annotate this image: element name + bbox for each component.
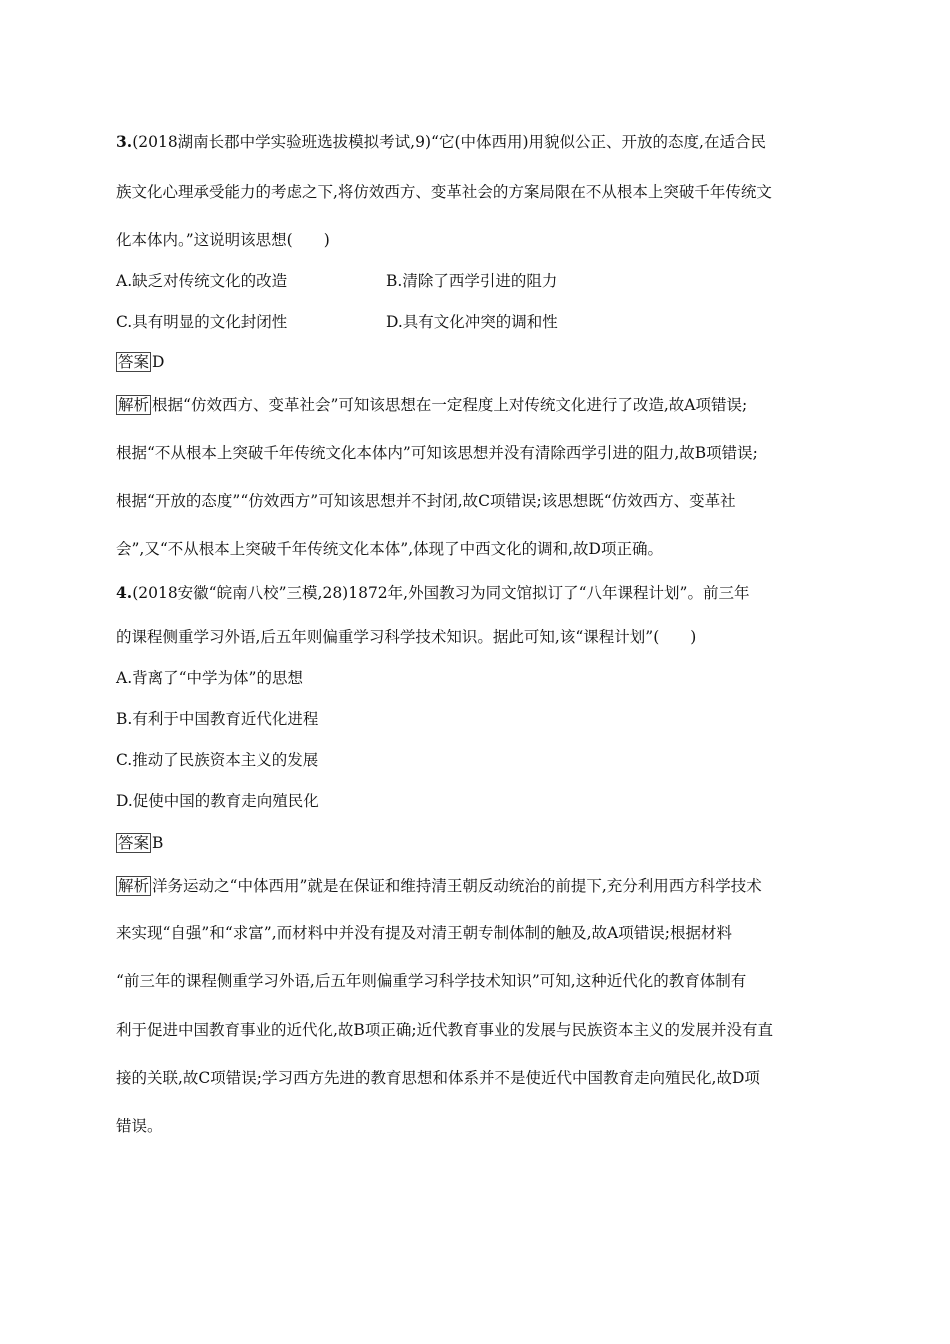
- q3-analysis-line-1: 解析 根据“仿效西方、变革社会”可知该思想在一定程度上对传统文化进行了改造,故A项错误;: [118, 396, 748, 414]
- q3-answer-value: D: [152, 353, 165, 371]
- q4-option-c: C.推动了民族资本主义的发展: [116, 751, 319, 769]
- q4-number: 4.: [116, 583, 133, 602]
- q4-option-a: A.背离了“中学为体”的思想: [116, 669, 303, 687]
- q4-option-b: B.有利于中国教育近代化进程: [116, 710, 319, 728]
- q4-analysis-line-6: 错误。: [116, 1117, 163, 1135]
- q4-analysis-line-3: “前三年的课程侧重学习外语,后五年则偏重学习科学技术知识”可知,这种近代化的教育体制有: [116, 972, 747, 990]
- q4-answer-value: B: [152, 834, 164, 852]
- q4-stem-line-1: 4.(2018安徽“皖南八校”三模,28)1872年,外国教习为同文馆拟订了“八年课程计划”。前三年: [116, 583, 750, 602]
- q3-stem-line-1: 3.(2018湖南长郡中学实验班选拔模拟考试,9)“它(中体西用)用貌似公正、开放的态度,在适合民: [116, 132, 766, 151]
- answer-tag: 答案: [118, 353, 150, 371]
- q4-analysis-line-2: 来实现“自强”和“求富”,而材料中并没有提及对清王朝专制体制的触及,故A项错误;根据材料: [116, 924, 732, 942]
- answer-tag: 答案: [118, 834, 150, 852]
- q3-option-a: A.缺乏对传统文化的改造: [116, 272, 288, 290]
- q3-option-c: C.具有明显的文化封闭性: [116, 313, 288, 331]
- q3-analysis-line-4: 会”,又“不从根本上突破千年传统文化本体”,体现了中西文化的调和,故D项正确。: [116, 540, 663, 558]
- q3-analysis-line-2: 根据“不从根本上突破千年传统文化本体内”可知该思想并没有清除西学引进的阻力,故B项错误;: [116, 444, 758, 462]
- q3-option-b: B.清除了西学引进的阻力: [386, 272, 558, 290]
- q4-analysis-line-4: 利于促进中国教育事业的近代化,故B项正确;近代教育事业的发展与民族资本主义的发展并没有直: [116, 1021, 774, 1039]
- q3-stem-line-2: 族文化心理承受能力的考虑之下,将仿效西方、变革社会的方案局限在不从根本上突破千年传统文: [116, 183, 772, 201]
- q4-analysis-line-5: 接的关联,故C项错误;学习西方先进的教育思想和体系并不是使近代中国教育走向殖民化,故D项: [116, 1069, 760, 1087]
- q3-answer: [116, 352, 164, 372]
- q3-stem-line-3: 化本体内。”这说明该思想( ): [116, 231, 330, 249]
- analysis-tag: 解析: [118, 877, 150, 895]
- q4-analysis-line-1: 解析 洋务运动之“中体西用”就是在保证和维持清王朝反动统治的前提下,充分利用西方科学技术: [118, 877, 762, 895]
- q4-stem-line-2: 的课程侧重学习外语,后五年则偏重学习科学技术知识。据此可知,该“课程计划”( ): [116, 628, 697, 646]
- q3-option-d: D.具有文化冲突的调和性: [386, 313, 558, 331]
- q3-analysis-line-3: 根据“开放的态度”“仿效西方”可知该思想并不封闭,故C项错误;该思想既“仿效西方、变革社: [116, 492, 736, 510]
- analysis-tag: 解析: [118, 396, 150, 414]
- q4-answer: [116, 833, 163, 853]
- q3-number: 3.: [116, 132, 133, 151]
- q4-option-d: D.促使中国的教育走向殖民化: [116, 792, 319, 810]
